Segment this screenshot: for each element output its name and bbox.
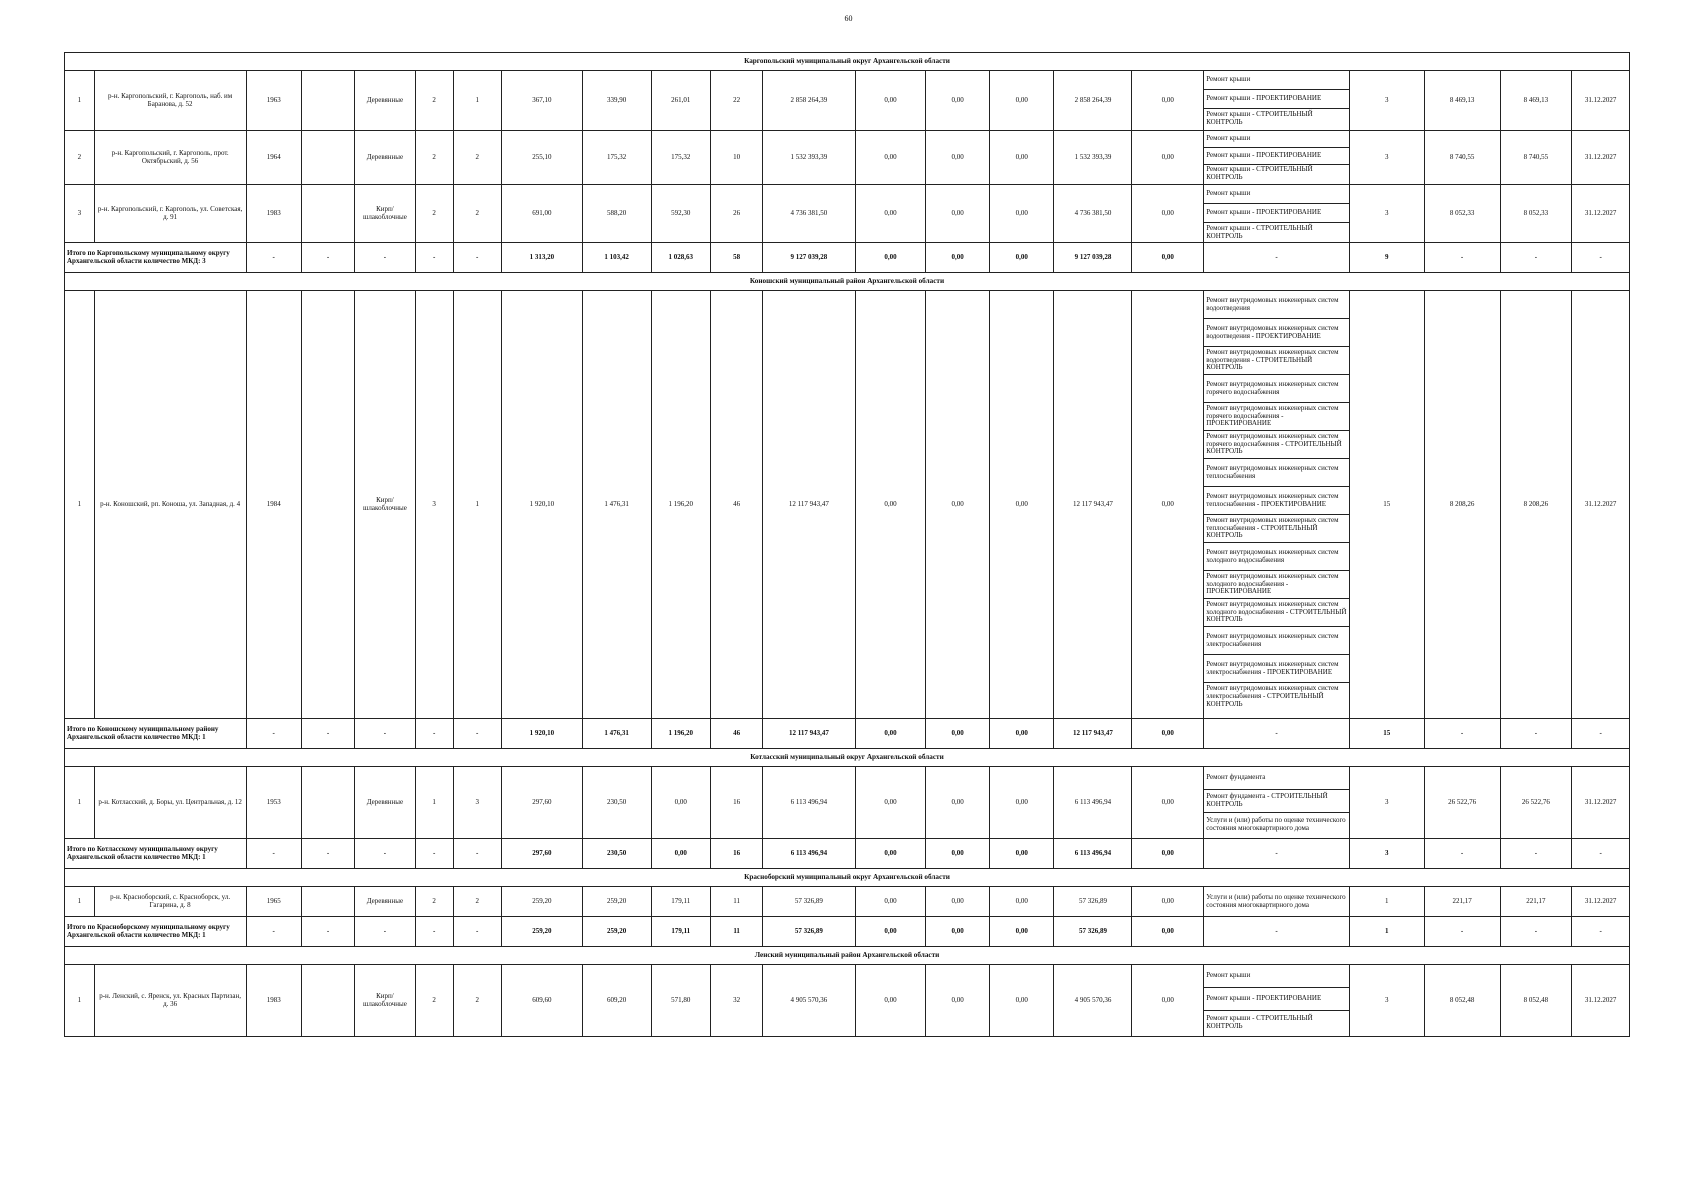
placeholder-cell: - (355, 839, 416, 869)
works-count-cell: 3 (1349, 185, 1424, 243)
residents-cell: 16 (710, 767, 762, 839)
placeholder-cell: - (246, 719, 301, 749)
total-cost-cell: 9 127 039,28 (763, 243, 855, 273)
total-fund-regional-cell: 0,00 (926, 719, 990, 749)
fund-owners-cell: 2 858 264,39 (1054, 71, 1132, 131)
area-premises-cell: 588,20 (582, 185, 651, 243)
work-item: Ремонт крыши - ПРОЕКТИРОВАНИЕ (1204, 204, 1349, 223)
total-row (65, 243, 1630, 273)
total-area-cell: 297,60 (501, 839, 582, 869)
area-total-cell: 1 920,10 (501, 291, 582, 719)
placeholder-cell: - (301, 243, 354, 273)
cost-limit-m2-cell: 8 208,26 (1500, 291, 1572, 719)
fund-regional-cell: 0,00 (926, 71, 990, 131)
section-header (65, 53, 1630, 71)
works-cell (1204, 291, 1350, 719)
entrances-cell: 1 (453, 71, 501, 131)
placeholder-cell: - (1500, 917, 1572, 947)
area-total-cell: 297,60 (501, 767, 582, 839)
cost-total-cell: 4 905 570,36 (763, 965, 855, 1037)
total-fund-federal-cell: 0,00 (855, 719, 926, 749)
fund-local-cell: 0,00 (989, 291, 1054, 719)
cost-limit-m2-cell: 8 740,55 (1500, 131, 1572, 185)
fund-owners-cell: 12 117 943,47 (1054, 291, 1132, 719)
work-item: Ремонт крыши - СТРОИТЕЛЬНЫЙ КОНТРОЛЬ (1206, 223, 1313, 240)
total-residents-cell: 46 (710, 719, 762, 749)
total-works-count-cell: 9 (1349, 243, 1424, 273)
work-item: Ремонт крыши - СТРОИТЕЛЬНЫЙ КОНТРОЛЬ (1206, 1013, 1313, 1030)
total-area-cell: 259,20 (501, 917, 582, 947)
cost-per-m2-cell: 8 052,48 (1424, 965, 1500, 1037)
placeholder-cell: - (415, 719, 453, 749)
total-residents-cell: 58 (710, 243, 762, 273)
wall-material-cell: Деревянные (355, 767, 416, 839)
placeholder-cell: - (415, 839, 453, 869)
area-total-cell: 255,10 (501, 131, 582, 185)
area-residential-cell: 0,00 (651, 767, 710, 839)
row-number: 1 (65, 291, 95, 719)
total-works-count-cell: 3 (1349, 839, 1424, 869)
year-cell: 1953 (246, 767, 301, 839)
address-cell: р-н. Красноборский, с. Красноборск, ул. Гагарина, д. 8 (94, 887, 246, 917)
total-fund-other-cell: 0,00 (1132, 243, 1204, 273)
floors-cell: 2 (415, 185, 453, 243)
area-total-cell: 367,10 (501, 71, 582, 131)
residents-cell: 26 (710, 185, 762, 243)
total-cost-cell: 57 326,89 (763, 917, 855, 947)
wall-material-cell: Кирп/ шлакоблочные (355, 291, 416, 719)
floors-cell: 2 (415, 71, 453, 131)
cost-total-cell: 12 117 943,47 (763, 291, 855, 719)
total-fund-owners-cell: 9 127 039,28 (1054, 243, 1132, 273)
area-premises-cell: 1 476,31 (582, 291, 651, 719)
floors-cell: 2 (415, 131, 453, 185)
floors-cell: 1 (415, 767, 453, 839)
works-list (1204, 71, 1349, 128)
works-cell (1204, 131, 1350, 185)
cost-limit-m2-cell: 8 052,33 (1500, 185, 1572, 243)
wall-material-cell: Кирп/ шлакоблочные (355, 185, 416, 243)
work-item: Ремонт крыши - ПРОЕКТИРОВАНИЕ (1204, 90, 1349, 109)
year-cell: 1964 (246, 131, 301, 185)
work-item: Ремонт внутридомовых инженерных систем теплоснабжения - ПРОЕКТИРОВАНИЕ (1204, 487, 1349, 515)
cost-total-cell: 2 858 264,39 (763, 71, 855, 131)
address-cell: р-н. Каргопольский, г. Каргополь, наб. им Баранова, д. 52 (94, 71, 246, 131)
fund-local-cell: 0,00 (989, 965, 1054, 1037)
works-cell (1204, 767, 1350, 839)
work-item: Ремонт внутридомовых инженерных систем горячего водоснабжения - ПРОЕКТИРОВАНИЕ (1204, 403, 1349, 431)
placeholder-cell: - (1424, 839, 1500, 869)
fund-owners-cell: 4 736 381,50 (1054, 185, 1132, 243)
entrances-cell: 2 (453, 131, 501, 185)
work-item: Ремонт внутридомовых инженерных систем теплоснабжения (1204, 459, 1349, 487)
fund-local-cell: 0,00 (989, 71, 1054, 131)
section-header (65, 869, 1630, 887)
section-title: Коношский муниципальный район Архангельской области (65, 273, 1630, 291)
total-fund-other-cell: 0,00 (1132, 719, 1204, 749)
entrances-cell: 1 (453, 291, 501, 719)
fund-regional-cell: 0,00 (926, 291, 990, 719)
area-total-cell: 691,00 (501, 185, 582, 243)
cost-per-m2-cell: 8 052,33 (1424, 185, 1500, 243)
work-item: Ремонт внутридомовых инженерных систем водоотведения - ПРОЕКТИРОВАНИЕ (1204, 319, 1349, 347)
fund-other-cell: 0,00 (1132, 965, 1204, 1037)
placeholder-cell: - (246, 839, 301, 869)
deadline-cell: 31.12.2027 (1572, 291, 1630, 719)
works-list (1204, 131, 1349, 182)
work-item: Ремонт внутридомовых инженерных систем горячего водоснабжения (1204, 375, 1349, 403)
deadline-cell: 31.12.2027 (1572, 131, 1630, 185)
fund-other-cell: 0,00 (1132, 131, 1204, 185)
placeholder-cell: - (355, 243, 416, 273)
floors-cell: 3 (415, 291, 453, 719)
table-row (65, 71, 1630, 131)
fund-regional-cell: 0,00 (926, 965, 990, 1037)
total-area-premises-cell: 1 476,31 (582, 719, 651, 749)
placeholder-cell: - (453, 243, 501, 273)
wall-material-cell: Деревянные (355, 71, 416, 131)
placeholder-cell: - (1500, 719, 1572, 749)
year-cell: 1965 (246, 887, 301, 917)
fund-federal-cell: 0,00 (855, 71, 926, 131)
total-cost-cell: 6 113 496,94 (763, 839, 855, 869)
work-item: Услуги и (или) работы по оценке технического состояния многоквартирного дома (1206, 815, 1346, 832)
address-cell: р-н. Каргопольский, г. Каргополь, прот. Октябрьский, д. 56 (94, 131, 246, 185)
work-item: Ремонт внутридомовых инженерных систем теплоснабжения - СТРОИТЕЛЬНЫЙ КОНТРОЛЬ (1204, 515, 1349, 543)
total-fund-local-cell: 0,00 (989, 719, 1054, 749)
address-cell: р-н. Котласский, д. Боры, ул. Центральная, д. 12 (94, 767, 246, 839)
placeholder-cell: - (1424, 243, 1500, 273)
total-row (65, 839, 1630, 869)
total-area-premises-cell: 1 103,42 (582, 243, 651, 273)
total-cost-cell: 12 117 943,47 (763, 719, 855, 749)
area-total-cell: 259,20 (501, 887, 582, 917)
work-item: Ремонт крыши - ПРОЕКТИРОВАНИЕ (1204, 148, 1349, 165)
fund-regional-cell: 0,00 (926, 767, 990, 839)
floors-cell: 2 (415, 965, 453, 1037)
area-premises-cell: 230,50 (582, 767, 651, 839)
section-header (65, 273, 1630, 291)
fund-other-cell: 0,00 (1132, 887, 1204, 917)
total-label: Итого по Красноборскому муниципальному округу Архангельской области количество МКД: 1 (65, 917, 247, 947)
placeholder-cell: - (301, 839, 354, 869)
deadline-cell: 31.12.2027 (1572, 767, 1630, 839)
table-row (65, 965, 1630, 1037)
wall-material-cell: Кирп/ шлакоблочные (355, 965, 416, 1037)
area-residential-cell: 175,32 (651, 131, 710, 185)
work-item: Ремонт крыши (1204, 965, 1349, 988)
work-item: Ремонт внутридомовых инженерных систем горячего водоснабжения - СТРОИТЕЛЬНЫЙ КОНТРОЛЬ (1204, 431, 1349, 459)
cost-per-m2-cell: 8 469,13 (1424, 71, 1500, 131)
deadline-cell: 31.12.2027 (1572, 185, 1630, 243)
total-fund-local-cell: 0,00 (989, 839, 1054, 869)
placeholder-cell: - (1572, 839, 1630, 869)
repair-program-table (64, 52, 1630, 1037)
works-list (1204, 965, 1349, 1034)
section-header (65, 947, 1630, 965)
total-fund-owners-cell: 12 117 943,47 (1054, 719, 1132, 749)
placeholder-cell: - (1424, 917, 1500, 947)
total-area-residential-cell: 0,00 (651, 839, 710, 869)
section-title: Каргопольский муниципальный округ Архангельской области (65, 53, 1630, 71)
deadline-cell: 31.12.2027 (1572, 887, 1630, 917)
fund-other-cell: 0,00 (1132, 71, 1204, 131)
total-area-residential-cell: 179,11 (651, 917, 710, 947)
total-label: Итого по Коношскому муниципальному району Архангельской области количество МКД: 1 (65, 719, 247, 749)
total-fund-federal-cell: 0,00 (855, 243, 926, 273)
total-area-residential-cell: 1 028,63 (651, 243, 710, 273)
cost-per-m2-cell: 221,17 (1424, 887, 1500, 917)
total-fund-other-cell: 0,00 (1132, 917, 1204, 947)
work-item: Ремонт внутридомовых инженерных систем холодного водоснабжения (1204, 543, 1349, 571)
total-residents-cell: 11 (710, 917, 762, 947)
placeholder-cell: - (453, 839, 501, 869)
placeholder-cell: - (1424, 719, 1500, 749)
placeholder-cell: - (1204, 917, 1350, 947)
blank-cell (301, 185, 354, 243)
work-item: Ремонт внутридомовых инженерных систем электроснабжения - ПРОЕКТИРОВАНИЕ (1204, 655, 1349, 683)
fund-local-cell: 0,00 (989, 767, 1054, 839)
blank-cell (301, 71, 354, 131)
work-item: Ремонт крыши - СТРОИТЕЛЬНЫЙ КОНТРОЛЬ (1206, 165, 1313, 181)
entrances-cell: 3 (453, 767, 501, 839)
residents-cell: 46 (710, 291, 762, 719)
total-label: Итого по Котласскому муниципальному округу Архангельской области количество МКД: 1 (65, 839, 247, 869)
total-fund-federal-cell: 0,00 (855, 917, 926, 947)
entrances-cell: 2 (453, 887, 501, 917)
work-item: Ремонт крыши - ПРОЕКТИРОВАНИЕ (1204, 988, 1349, 1011)
works-list (1204, 767, 1349, 836)
placeholder-cell: - (301, 719, 354, 749)
wall-material-cell: Деревянные (355, 131, 416, 185)
area-residential-cell: 261,01 (651, 71, 710, 131)
blank-cell (301, 291, 354, 719)
year-cell: 1984 (246, 291, 301, 719)
area-residential-cell: 1 196,20 (651, 291, 710, 719)
fund-local-cell: 0,00 (989, 131, 1054, 185)
cost-per-m2-cell: 8 208,26 (1424, 291, 1500, 719)
work-item: Ремонт внутридомовых инженерных систем водоотведения (1204, 291, 1349, 319)
works-count-cell: 3 (1349, 131, 1424, 185)
works-list (1204, 291, 1349, 711)
fund-federal-cell: 0,00 (855, 887, 926, 917)
total-fund-federal-cell: 0,00 (855, 839, 926, 869)
area-premises-cell: 339,90 (582, 71, 651, 131)
year-cell: 1963 (246, 71, 301, 131)
row-number: 2 (65, 131, 95, 185)
residents-cell: 11 (710, 887, 762, 917)
fund-federal-cell: 0,00 (855, 185, 926, 243)
total-works-count-cell: 1 (1349, 917, 1424, 947)
fund-other-cell: 0,00 (1132, 767, 1204, 839)
section-title: Красноборский муниципальный округ Архангельской области (65, 869, 1630, 887)
placeholder-cell: - (453, 917, 501, 947)
fund-federal-cell: 0,00 (855, 965, 926, 1037)
cost-total-cell: 4 736 381,50 (763, 185, 855, 243)
cost-total-cell: 57 326,89 (763, 887, 855, 917)
placeholder-cell: - (415, 243, 453, 273)
fund-owners-cell: 57 326,89 (1054, 887, 1132, 917)
blank-cell (301, 965, 354, 1037)
works-list (1204, 887, 1349, 916)
works-count-cell: 3 (1349, 767, 1424, 839)
works-cell (1204, 185, 1350, 243)
works-list (1204, 185, 1349, 242)
fund-owners-cell: 4 905 570,36 (1054, 965, 1132, 1037)
work-item: Ремонт внутридомовых инженерных систем холодного водоснабжения - ПРОЕКТИРОВАНИЕ (1204, 571, 1349, 599)
fund-regional-cell: 0,00 (926, 887, 990, 917)
placeholder-cell: - (1204, 839, 1350, 869)
residents-cell: 22 (710, 71, 762, 131)
entrances-cell: 2 (453, 965, 501, 1037)
residents-cell: 10 (710, 131, 762, 185)
area-total-cell: 609,60 (501, 965, 582, 1037)
total-fund-regional-cell: 0,00 (926, 243, 990, 273)
work-item: Ремонт фундамента (1204, 767, 1349, 790)
fund-regional-cell: 0,00 (926, 185, 990, 243)
area-residential-cell: 592,30 (651, 185, 710, 243)
placeholder-cell: - (355, 719, 416, 749)
placeholder-cell: - (1572, 917, 1630, 947)
total-area-premises-cell: 259,20 (582, 917, 651, 947)
works-count-cell: 15 (1349, 291, 1424, 719)
work-item: Ремонт крыши - СТРОИТЕЛЬНЫЙ КОНТРОЛЬ (1206, 109, 1313, 126)
fund-federal-cell: 0,00 (855, 131, 926, 185)
total-fund-local-cell: 0,00 (989, 243, 1054, 273)
area-residential-cell: 179,11 (651, 887, 710, 917)
entrances-cell: 2 (453, 185, 501, 243)
placeholder-cell: - (453, 719, 501, 749)
fund-federal-cell: 0,00 (855, 291, 926, 719)
total-row (65, 917, 1630, 947)
cost-limit-m2-cell: 221,17 (1500, 887, 1572, 917)
total-area-cell: 1 920,10 (501, 719, 582, 749)
area-premises-cell: 175,32 (582, 131, 651, 185)
works-count-cell: 1 (1349, 887, 1424, 917)
deadline-cell: 31.12.2027 (1572, 71, 1630, 131)
cost-limit-m2-cell: 8 469,13 (1500, 71, 1572, 131)
placeholder-cell: - (301, 917, 354, 947)
placeholder-cell: - (1500, 839, 1572, 869)
work-item: Ремонт внутридомовых инженерных систем холодного водоснабжения - СТРОИТЕЛЬНЫЙ КОНТРОЛЬ (1204, 599, 1349, 627)
section-title: Ленский муниципальный район Архангельской области (65, 947, 1630, 965)
residents-cell: 32 (710, 965, 762, 1037)
page-number: 60 (844, 14, 853, 23)
section-header (65, 749, 1630, 767)
total-row (65, 719, 1630, 749)
area-premises-cell: 259,20 (582, 887, 651, 917)
works-cell (1204, 71, 1350, 131)
work-item: Ремонт внутридомовых инженерных систем водоотведения - СТРОИТЕЛЬНЫЙ КОНТРОЛЬ (1204, 347, 1349, 375)
blank-cell (301, 767, 354, 839)
floors-cell: 2 (415, 887, 453, 917)
row-number: 1 (65, 965, 95, 1037)
address-cell: р-н. Ленский, с. Яренск, ул. Красных Партизан, д. 36 (94, 965, 246, 1037)
row-number: 1 (65, 767, 95, 839)
total-fund-owners-cell: 57 326,89 (1054, 917, 1132, 947)
total-label: Итого по Каргопольскому муниципальному округу Архангельской области количество МКД: 3 (65, 243, 247, 273)
cost-per-m2-cell: 26 522,76 (1424, 767, 1500, 839)
row-number: 1 (65, 71, 95, 131)
total-fund-regional-cell: 0,00 (926, 839, 990, 869)
total-fund-local-cell: 0,00 (989, 917, 1054, 947)
deadline-cell: 31.12.2027 (1572, 965, 1630, 1037)
fund-owners-cell: 6 113 496,94 (1054, 767, 1132, 839)
total-area-residential-cell: 1 196,20 (651, 719, 710, 749)
work-item: Ремонт внутридомовых инженерных систем электроснабжения (1204, 627, 1349, 655)
wall-material-cell: Деревянные (355, 887, 416, 917)
blank-cell (301, 131, 354, 185)
fund-federal-cell: 0,00 (855, 767, 926, 839)
placeholder-cell: - (355, 917, 416, 947)
placeholder-cell: - (1500, 243, 1572, 273)
cost-per-m2-cell: 8 740,55 (1424, 131, 1500, 185)
table-row (65, 185, 1630, 243)
placeholder-cell: - (1204, 243, 1350, 273)
placeholder-cell: - (246, 917, 301, 947)
address-cell: р-н. Каргопольский, г. Каргополь, ул. Советская, д. 91 (94, 185, 246, 243)
cost-limit-m2-cell: 8 052,48 (1500, 965, 1572, 1037)
work-item: Услуги и (или) работы по оценке технического состояния многоквартирного дома (1206, 892, 1346, 909)
placeholder-cell: - (415, 917, 453, 947)
row-number: 1 (65, 887, 95, 917)
placeholder-cell: - (246, 243, 301, 273)
year-cell: 1983 (246, 965, 301, 1037)
total-area-cell: 1 313,20 (501, 243, 582, 273)
work-item: Ремонт крыши (1204, 131, 1349, 148)
fund-other-cell: 0,00 (1132, 185, 1204, 243)
area-premises-cell: 609,20 (582, 965, 651, 1037)
total-works-count-cell: 15 (1349, 719, 1424, 749)
table-row (65, 887, 1630, 917)
fund-other-cell: 0,00 (1132, 291, 1204, 719)
table-row (65, 291, 1630, 719)
total-fund-other-cell: 0,00 (1132, 839, 1204, 869)
address-cell: р-н. Коношский, рп. Коноша, ул. Западная, д. 4 (94, 291, 246, 719)
placeholder-cell: - (1204, 719, 1350, 749)
works-cell (1204, 965, 1350, 1037)
work-item: Ремонт внутридомовых инженерных систем электроснабжения - СТРОИТЕЛЬНЫЙ КОНТРОЛЬ (1206, 684, 1339, 708)
work-item: Ремонт крыши (1204, 71, 1349, 90)
work-item: Ремонт крыши (1204, 185, 1349, 204)
fund-local-cell: 0,00 (989, 185, 1054, 243)
fund-owners-cell: 1 532 393,39 (1054, 131, 1132, 185)
works-cell (1204, 887, 1350, 917)
table-row (65, 767, 1630, 839)
works-count-cell: 3 (1349, 965, 1424, 1037)
cost-total-cell: 6 113 496,94 (763, 767, 855, 839)
section-title: Котласский муниципальный округ Архангельской области (65, 749, 1630, 767)
total-area-premises-cell: 230,50 (582, 839, 651, 869)
works-count-cell: 3 (1349, 71, 1424, 131)
cost-limit-m2-cell: 26 522,76 (1500, 767, 1572, 839)
placeholder-cell: - (1572, 243, 1630, 273)
total-fund-regional-cell: 0,00 (926, 917, 990, 947)
blank-cell (301, 887, 354, 917)
placeholder-cell: - (1572, 719, 1630, 749)
fund-local-cell: 0,00 (989, 887, 1054, 917)
work-item: Ремонт фундамента - СТРОИТЕЛЬНЫЙ КОНТРОЛЬ (1204, 790, 1349, 813)
year-cell: 1983 (246, 185, 301, 243)
row-number: 3 (65, 185, 95, 243)
total-residents-cell: 16 (710, 839, 762, 869)
total-fund-owners-cell: 6 113 496,94 (1054, 839, 1132, 869)
table-row (65, 131, 1630, 185)
cost-total-cell: 1 532 393,39 (763, 131, 855, 185)
area-residential-cell: 571,80 (651, 965, 710, 1037)
fund-regional-cell: 0,00 (926, 131, 990, 185)
